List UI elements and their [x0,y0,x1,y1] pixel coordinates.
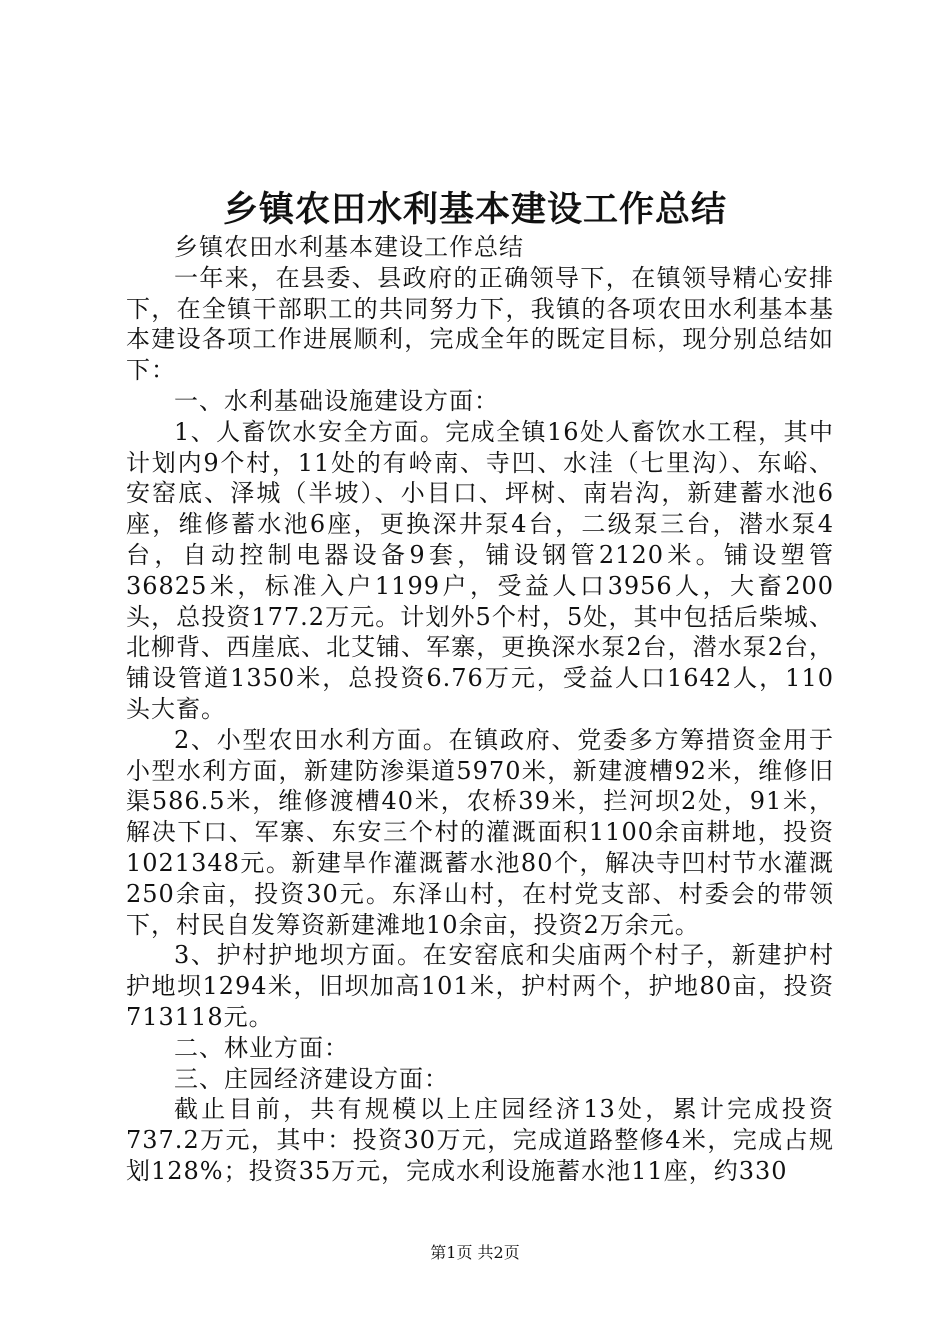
section-heading: 二、林业方面： [174,1033,349,1062]
document-title: 乡镇农田水利基本建设工作总结 [222,189,727,230]
body-paragraph: 2、小型农田水利方面。在镇政府、党委多方筹措资金用于小型水利方面，新建防渗渠道5970米，新建渡槽92米，维修旧渠586.5米，维修渡槽40米，农桥39米，拦河坝2处，91米，解决下口、军寨、东安三个村的灌溉面积1100余亩耕地，投资1021348元。新建旱作灌溉蓄水池80个，解决寺凹村节水灌溉250余亩，投资30元。东泽山村，在村党支部、村委会的带领下，村民自发筹资新建滩地10余亩，投资2万余元。 [126,725,834,939]
body-paragraph: 乡镇农田水利基本建设工作总结 [174,233,524,261]
document-body [126,232,834,1187]
body-paragraph: 一年来，在县委、县政府的正确领导下，在镇领导精心安排下，在全镇干部职工的共同努力下，我镇的各项农田水利基本基本建设各项工作进展顺利，完成全年的既定目标，现分别总结如下： [126,263,834,385]
section-heading: 一、水利基础设施建设方面： [174,386,499,415]
body-paragraph: 3、护村护地坝方面。在安窑底和尖庙两个村子，新建护村护地坝1294米，旧坝加高101米，护村两个，护地80亩，投资713118元。 [126,941,834,1031]
body-paragraph: 截止目前，共有规模以上庄园经济13处，累计完成投资737.2万元，其中：投资30万元，完成道路整修4米，完成占规划128%；投资35万元，完成水利设施蓄水池11座，约330 [126,1095,834,1185]
body-paragraph: 1、人畜饮水安全方面。完成全镇16处人畜饮水工程，其中计划内9个村，11处的有岭南、寺凹、水洼（七里沟）、东峪、安窑底、泽城（半坡）、小目口、坪树、南岩沟，新建蓄水池6座，维修蓄水池6座，更换深井泵4台，二级泵三台，潜水泵4台，自动控制电器设备9套，铺设钢管2120米。铺设塑管36825米，标准入户1199户，受益人口3956人，大畜200头，总投资177.2万元。计划外5个村，5处，其中包括后柴城、北柳背、西崖底、北艾铺、军寨，更换深水泵2台，潜水泵2台，铺设管道1350米，总投资6.76万元，受益人口1642人，110头大畜。 [126,417,834,723]
page-footer: 第1页 共2页 [430,1243,520,1262]
section-heading: 三、庄园经济建设方面： [174,1064,449,1093]
